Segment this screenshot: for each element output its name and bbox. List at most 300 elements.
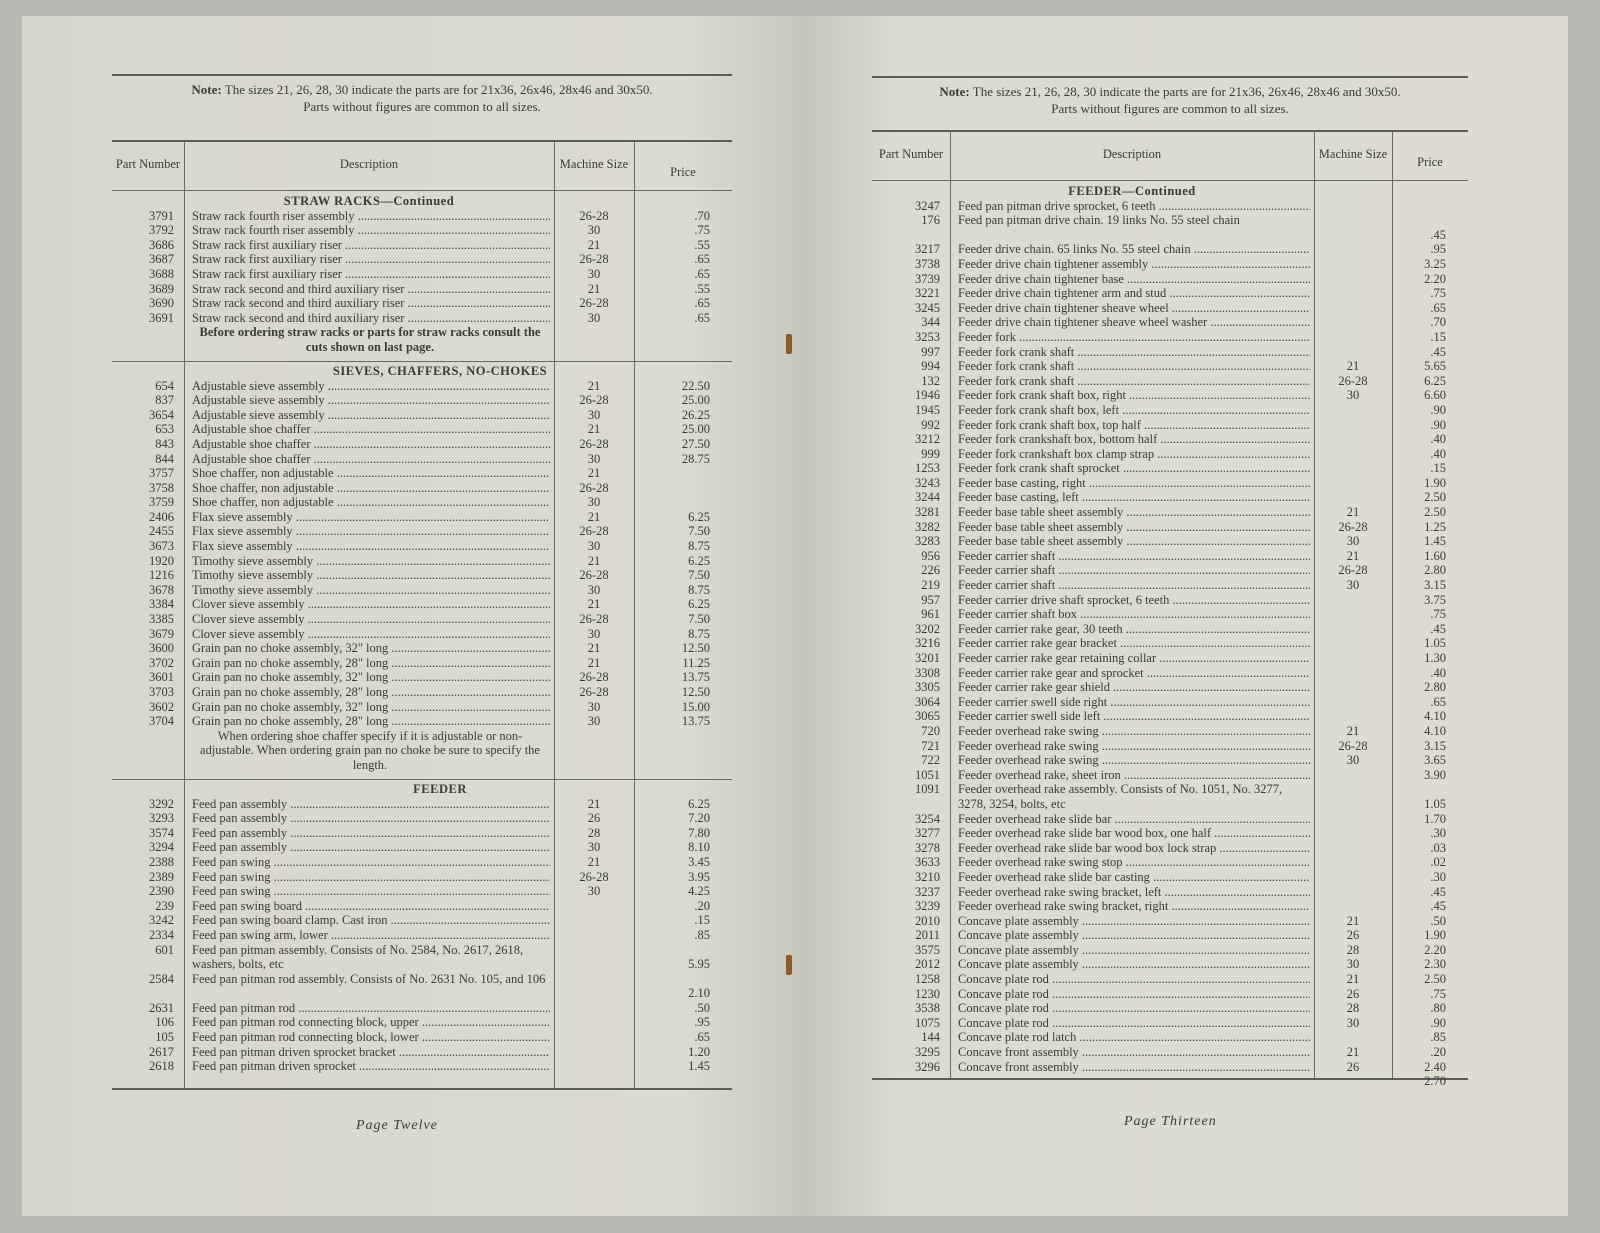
price: 12.50: [681, 641, 710, 656]
price: 2.50: [1424, 505, 1446, 520]
header-rule: [872, 180, 1468, 181]
part-number: 3201: [915, 651, 940, 665]
table-row: [872, 272, 1468, 287]
part-description: Feeder carrier swell side right .....: [958, 695, 1310, 710]
machine-size: 21: [587, 655, 601, 670]
part-number: 721: [921, 738, 940, 753]
part-number: 105: [155, 1030, 174, 1045]
table-row: [872, 782, 1468, 811]
price: 1.60: [1424, 548, 1446, 563]
machine-size: 21: [587, 466, 601, 481]
table-row: [112, 282, 732, 297]
price: 3.90: [1424, 767, 1446, 782]
part-number: 3703: [149, 685, 174, 699]
part-number: 997: [921, 344, 940, 359]
machine-size: 30: [587, 626, 601, 641]
part-description: Adjustable sieve assembly .....: [192, 393, 550, 408]
machine-size: 26-28: [1338, 563, 1368, 578]
part-number: 3633: [915, 855, 940, 870]
part-description: Feed pan assembly .....: [192, 840, 550, 855]
price: 1.05: [1424, 636, 1446, 651]
price: .70: [1430, 315, 1446, 330]
note-text: When ordering shoe chaffer specify if it is adjustable or non-adjustable. When ordering grain pan no choke be sure to specify the length.: [200, 728, 540, 772]
machine-size: 21: [587, 597, 601, 612]
machine-size: 30: [587, 451, 601, 466]
part-number: 2406: [149, 509, 174, 524]
machine-size: 30: [587, 539, 601, 554]
price: 5.95: [688, 957, 710, 972]
part-description: Feeder base casting, left .....: [958, 490, 1310, 505]
part-number: 2011: [915, 928, 940, 943]
machine-size: 26-28: [579, 436, 609, 451]
part-description: Clover sieve assembly .....: [192, 612, 550, 627]
part-description: Concave plate assembly .....: [958, 928, 1310, 943]
table-row: [112, 855, 732, 870]
price: .65: [694, 310, 710, 325]
part-number: 132: [921, 373, 940, 388]
part-description: Feeder fork crankshaft box clamp strap .....: [958, 447, 1310, 462]
part-number: 3679: [149, 626, 174, 641]
price: 6.25: [688, 509, 710, 524]
part-number: 3294: [149, 840, 174, 855]
machine-size: 26-28: [1338, 519, 1368, 534]
header-description: Description: [339, 156, 399, 171]
price: 3.15: [1424, 738, 1446, 753]
part-number: 3283: [915, 534, 940, 549]
part-description: Feeder base casting, right .....: [958, 476, 1310, 491]
header-part-number: Part Number: [115, 156, 181, 171]
part-number: 2388: [149, 854, 174, 869]
price: .03: [1430, 840, 1446, 855]
table-row: [112, 685, 732, 700]
table-body: [872, 184, 1468, 1089]
price: 2.20: [1424, 271, 1446, 286]
machine-size: 26: [1346, 928, 1360, 943]
price: .40: [1430, 432, 1446, 447]
table-row: [112, 223, 732, 238]
price: .55: [694, 281, 710, 296]
part-description: Feeder overhead rake swing .....: [958, 739, 1310, 754]
price: 7.20: [688, 811, 710, 826]
part-description: Concave plate assembly .....: [958, 943, 1310, 958]
part-description: Shoe chaffer, non adjustable .....: [192, 481, 550, 496]
part-description: Feed pan assembly .....: [192, 811, 550, 826]
price: 7.80: [688, 825, 710, 840]
machine-size: 30: [587, 310, 601, 325]
part-description: Feeder overhead rake slide bar wood box lock strap .....: [958, 841, 1310, 856]
price: 3.65: [1424, 753, 1446, 768]
table-row: [112, 296, 732, 311]
part-number: 3253: [915, 329, 940, 344]
part-description: Feeder carrier rake gear bracket .....: [958, 636, 1310, 651]
price: .75: [1430, 607, 1446, 622]
part-number: 3242: [149, 913, 174, 928]
price: 3.25: [1424, 256, 1446, 271]
part-description: Feeder carrier drive shaft sprocket, 6 teeth .....: [958, 593, 1310, 608]
table-row: [872, 1016, 1468, 1031]
machine-size: 26: [1346, 986, 1360, 1001]
section-heading: [112, 361, 732, 379]
part-description: Feeder carrier rake gear retaining collar .....: [958, 651, 1310, 666]
table-row: [872, 520, 1468, 535]
part-description: Adjustable shoe chaffer .....: [192, 452, 550, 467]
table-row: [112, 481, 732, 496]
machine-size: 21: [587, 796, 601, 811]
machine-size: 30: [587, 407, 601, 422]
price: 3.75: [1424, 592, 1446, 607]
part-description: Feed pan pitman rod connecting block, lower .....: [192, 1030, 550, 1045]
part-number: 1075: [915, 1015, 940, 1030]
part-description: Feeder fork crank shaft .....: [958, 359, 1310, 374]
price: 28.75: [681, 451, 710, 466]
part-number: 3384: [149, 597, 174, 612]
part-description: Straw rack fourth riser assembly .....: [192, 209, 550, 224]
header-price: Price: [670, 164, 696, 179]
header-description: Description: [1102, 146, 1162, 161]
part-number: 957: [921, 592, 940, 607]
part-number: 654: [155, 378, 174, 393]
table-row: [872, 315, 1468, 330]
price: 13.75: [681, 714, 710, 729]
part-number: 3293: [149, 811, 174, 826]
table-row: [112, 379, 732, 394]
price: .65: [1430, 300, 1446, 315]
part-description: Concave plate rod .....: [958, 972, 1310, 987]
machine-size: 21: [587, 237, 601, 252]
table-row: [112, 1015, 732, 1030]
machine-size: 30: [1346, 753, 1360, 768]
price: 1.90: [1424, 928, 1446, 943]
table-row: [112, 797, 732, 812]
price: 7.50: [688, 524, 710, 539]
part-description: Adjustable shoe chaffer .....: [192, 437, 550, 452]
table-row: [872, 490, 1468, 505]
part-description: Feeder base table sheet assembly .....: [958, 534, 1310, 549]
part-number: 3602: [149, 699, 174, 714]
part-description: Flax sieve assembly .....: [192, 524, 550, 539]
machine-size: 28: [1346, 1001, 1360, 1016]
part-number: 3245: [915, 300, 940, 315]
sizes-note: [872, 76, 1468, 117]
note-line-2: Parts without figures are common to all sizes.: [1051, 101, 1289, 116]
table-row: [872, 855, 1468, 870]
table-row: [872, 593, 1468, 608]
part-number: 219: [921, 578, 940, 593]
machine-size: 30: [1346, 1015, 1360, 1030]
price: .15: [1430, 329, 1446, 344]
table-row: [872, 724, 1468, 739]
price: 27.50: [681, 436, 710, 451]
table-row: [872, 666, 1468, 681]
price: 2.80: [1424, 680, 1446, 695]
table-row: [112, 870, 732, 885]
price: 3.45: [688, 854, 710, 869]
table-row: [112, 597, 732, 612]
part-number: 3792: [149, 223, 174, 238]
part-number: 2631: [149, 1000, 174, 1015]
price: 25.00: [681, 393, 710, 408]
table-row: [872, 1060, 1468, 1075]
part-number: 3538: [915, 1001, 940, 1016]
page-number: Page Thirteen: [1124, 1114, 1217, 1129]
part-description: Feeder overhead rake swing stop .....: [958, 855, 1310, 870]
machine-size: 21: [587, 509, 601, 524]
part-number: 2617: [149, 1044, 174, 1059]
table-row: [112, 554, 732, 569]
table-row: [112, 913, 732, 928]
table-row: [872, 870, 1468, 885]
price: .90: [1430, 417, 1446, 432]
machine-size: 26-28: [579, 568, 609, 583]
table-row: [872, 257, 1468, 272]
part-description: Straw rack fourth riser assembly .....: [192, 223, 550, 238]
machine-size: 26-28: [1338, 373, 1368, 388]
part-description: Feeder overhead rake swing bracket, right .....: [958, 899, 1310, 914]
part-number: 2334: [149, 927, 174, 942]
part-number: 3064: [915, 694, 940, 709]
price: 1.05: [1424, 796, 1446, 811]
table-row: [112, 811, 732, 826]
table-row: [872, 943, 1468, 958]
part-number: 3738: [915, 256, 940, 271]
price: .65: [694, 1030, 710, 1045]
price: 7.50: [688, 568, 710, 583]
table-row: [872, 1074, 1468, 1089]
table-row: [872, 578, 1468, 593]
machine-size: 30: [587, 495, 601, 510]
part-number: 2389: [149, 869, 174, 884]
table-row: [112, 884, 732, 899]
part-number: 3690: [149, 296, 174, 311]
price: .95: [694, 1015, 710, 1030]
table-row: [112, 452, 732, 467]
part-description: Timothy sieve assembly .....: [192, 554, 550, 569]
header-price: Price: [1417, 154, 1443, 169]
part-number: 3212: [915, 432, 940, 447]
part-description: Feeder carrier rake gear, 30 teeth .....: [958, 622, 1310, 637]
price: 6.25: [1424, 373, 1446, 388]
price: 1.20: [688, 1044, 710, 1059]
table-row: [872, 972, 1468, 987]
part-number: 2390: [149, 884, 174, 899]
price: .45: [1430, 344, 1446, 359]
part-description: Flax sieve assembly .....: [192, 510, 550, 525]
part-description: Feeder fork crank shaft .....: [958, 345, 1310, 360]
section-heading-text: SIEVES, CHAFFERS, NO-CHOKES: [332, 363, 548, 378]
price: .90: [1430, 402, 1446, 417]
part-description: Concave plate assembly .....: [958, 957, 1310, 972]
table-row: [872, 534, 1468, 549]
part-description: Feeder fork crank shaft .....: [958, 374, 1310, 389]
part-description: Straw rack second and third auxiliary riser .....: [192, 296, 550, 311]
part-number: 176: [921, 213, 940, 228]
part-number: 1253: [915, 461, 940, 476]
price: 2.20: [1424, 942, 1446, 957]
part-description: Straw rack first auxiliary riser .....: [192, 267, 550, 282]
part-number: 3758: [149, 480, 174, 495]
machine-size: 26-28: [579, 208, 609, 223]
machine-size: 21: [1346, 548, 1360, 563]
price: .75: [694, 223, 710, 238]
part-number: 3791: [149, 208, 174, 223]
part-description: Feed pan pitman assembly. Consists of No. 2584, No. 2617, 2618, washers, bolts, etc: [192, 942, 524, 972]
table-row: [872, 213, 1468, 242]
right-page: [802, 16, 1568, 1216]
section-heading-text: FEEDER: [413, 781, 467, 796]
section-heading: [872, 184, 1314, 199]
table-row: [872, 680, 1468, 695]
part-number: 1051: [915, 767, 940, 782]
part-description: Feeder carrier shaft .....: [958, 549, 1310, 564]
part-description: Feeder drive chain tightener assembly .....: [958, 257, 1310, 272]
part-number: 837: [155, 393, 174, 408]
part-description: Feeder fork .....: [958, 330, 1310, 345]
price: .65: [694, 296, 710, 311]
price: 8.75: [688, 626, 710, 641]
part-number: 994: [921, 359, 940, 374]
price: 6.25: [688, 796, 710, 811]
table-row: [112, 928, 732, 943]
part-description: Grain pan no choke assembly, 28" long .....: [192, 685, 550, 700]
part-description: Feed pan pitman drive sprocket, 6 teeth .....: [958, 199, 1310, 214]
part-number: 3277: [915, 826, 940, 841]
part-number: 239: [155, 898, 174, 913]
part-number: 843: [155, 436, 174, 451]
machine-size: 26-28: [579, 480, 609, 495]
machine-size: 21: [587, 281, 601, 296]
table-row: [112, 495, 732, 510]
part-number: 3221: [915, 286, 940, 301]
part-description: Straw rack second and third auxiliary riser .....: [192, 282, 550, 297]
price: .85: [1430, 1030, 1446, 1045]
part-description: Concave front assembly .....: [958, 1045, 1310, 1060]
machine-size: 28: [587, 825, 601, 840]
price: .95: [1430, 242, 1446, 257]
part-number: 3281: [915, 505, 940, 520]
price: 25.00: [681, 422, 710, 437]
part-description: Feeder overhead rake swing .....: [958, 724, 1310, 739]
staple: [786, 955, 792, 975]
part-description: Concave plate rod .....: [958, 987, 1310, 1002]
table-row: [872, 432, 1468, 447]
table-row: [872, 885, 1468, 900]
part-description: Concave plate assembly .....: [958, 914, 1310, 929]
price: .70: [694, 208, 710, 223]
machine-size: 30: [587, 714, 601, 729]
price: 2.50: [1424, 490, 1446, 505]
part-number: 956: [921, 548, 940, 563]
part-description: Feeder overhead rake assembly. Consists of No. 1051, No. 3277, 3278, 3254, bolts, etc: [958, 782, 1283, 811]
part-description: Grain pan no choke assembly, 32" long .....: [192, 700, 550, 715]
part-number: 3239: [915, 899, 940, 914]
part-description: Grain pan no choke assembly, 32" long .....: [192, 670, 550, 685]
machine-size: 21: [1346, 359, 1360, 374]
part-description: Feeder drive chain tightener arm and stud .....: [958, 286, 1310, 301]
machine-size: 21: [587, 553, 601, 568]
table-row: [872, 505, 1468, 520]
part-number: 3254: [915, 811, 940, 826]
price: .20: [694, 898, 710, 913]
price: 6.60: [1424, 388, 1446, 403]
machine-size: 26-28: [579, 612, 609, 627]
machine-size: 21: [1346, 1045, 1360, 1060]
part-number: 2012: [915, 957, 940, 972]
part-description: Feed pan pitman drive chain. 19 links No. 55 steel chain: [958, 213, 1240, 228]
machine-size: 21: [587, 422, 601, 437]
part-number: 3691: [149, 310, 174, 325]
price: .55: [694, 237, 710, 252]
machine-size: 21: [587, 854, 601, 869]
part-number: 3247: [915, 198, 940, 213]
part-description: Grain pan no choke assembly, 28" long .....: [192, 656, 550, 671]
table-row: [872, 914, 1468, 929]
machine-size: 30: [1346, 534, 1360, 549]
part-number: 961: [921, 607, 940, 622]
table-row: [872, 841, 1468, 856]
note-label: Note:: [191, 82, 222, 97]
price: 8.10: [688, 840, 710, 855]
price: 2.70: [1424, 1074, 1446, 1089]
part-number: 3216: [915, 636, 940, 651]
part-number: 3065: [915, 709, 940, 724]
part-description: Feed pan pitman rod assembly. Consists of No. 2631 No. 105, and 106: [192, 971, 546, 986]
section-heading-text: STRAW RACKS—Continued: [283, 194, 455, 208]
machine-size: 21: [1346, 913, 1360, 928]
part-description: Feeder overhead rake slide bar wood box, one half .....: [958, 826, 1310, 841]
header-part-number: Part Number: [878, 146, 944, 161]
price: 8.75: [688, 582, 710, 597]
section-heading-text: FEEDER—Continued: [1068, 184, 1196, 198]
table-row: [872, 607, 1468, 622]
machine-size: 30: [587, 266, 601, 281]
table-row: [872, 812, 1468, 827]
price: 13.75: [681, 670, 710, 685]
price: .65: [694, 266, 710, 281]
price: 7.50: [688, 612, 710, 627]
note-line-1: The sizes 21, 26, 28, 30 indicate the parts are for 21x36, 26x46, 28x46 and 30x50.: [972, 84, 1401, 99]
price: 1.90: [1424, 475, 1446, 490]
price: 26.25: [681, 407, 710, 422]
table-row: [872, 476, 1468, 491]
part-description: Straw rack first auxiliary riser .....: [192, 238, 550, 253]
table-row: [112, 826, 732, 841]
price: 2.40: [1424, 1059, 1446, 1074]
part-number: 3244: [915, 490, 940, 505]
part-description: Feeder carrier shaft .....: [958, 578, 1310, 593]
price: 12.50: [681, 685, 710, 699]
table-row: [112, 422, 732, 437]
machine-size: 26-28: [579, 296, 609, 311]
part-description: Feeder overhead rake slide bar casting .....: [958, 870, 1310, 885]
machine-size: 30: [587, 840, 601, 855]
table-row: [872, 753, 1468, 768]
price: .45: [1430, 621, 1446, 636]
part-description: Feeder drive chain tightener sheave wheel washer .....: [958, 315, 1310, 330]
part-description: Feeder drive chain tightener sheave wheel .....: [958, 301, 1310, 316]
table-row: [112, 899, 732, 914]
price: 4.10: [1424, 723, 1446, 738]
table-row: [872, 695, 1468, 710]
table-row: [872, 957, 1468, 972]
part-number: 144: [921, 1030, 940, 1045]
part-description: Feeder overhead rake slide bar .....: [958, 812, 1310, 827]
note-text: Before ordering straw racks or parts for straw racks consult the cuts shown on last page.: [199, 325, 541, 354]
part-description: Feeder overhead rake swing bracket, left .....: [958, 885, 1310, 900]
part-description: Feeder fork crank shaft box, top half .....: [958, 418, 1310, 433]
part-number: 3702: [149, 655, 174, 670]
part-description: Feeder overhead rake swing .....: [958, 753, 1310, 768]
table-row: [872, 739, 1468, 754]
